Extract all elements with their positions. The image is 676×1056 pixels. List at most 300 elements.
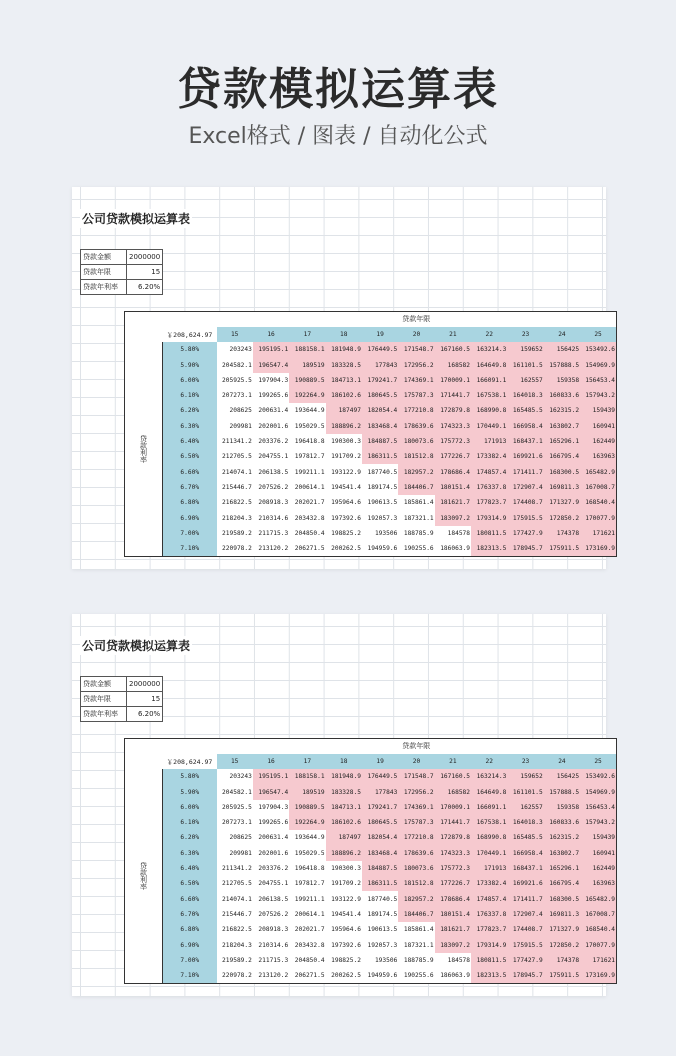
rate-cell[interactable]: 5.80% <box>163 769 217 784</box>
payment-cell[interactable]: 181512.8 <box>398 449 434 464</box>
payment-cell[interactable]: 218204.3 <box>217 937 253 952</box>
payment-cell[interactable]: 188896.2 <box>326 419 362 434</box>
payment-cell[interactable]: 185861.4 <box>398 495 434 510</box>
payment-cell[interactable]: 183468.4 <box>362 419 398 434</box>
rate-cell[interactable]: 6.80% <box>163 495 217 510</box>
payment-cell[interactable]: 170449.1 <box>471 846 507 861</box>
payment-cell[interactable]: 177210.8 <box>398 403 434 418</box>
rate-cell[interactable]: 5.90% <box>163 357 217 372</box>
rate-cell[interactable]: 6.40% <box>163 861 217 876</box>
payment-cell[interactable]: 204582.1 <box>217 357 253 372</box>
payment-cell[interactable]: 163963 <box>580 449 616 464</box>
payment-cell[interactable]: 186311.5 <box>362 449 398 464</box>
payment-cell[interactable]: 174408.7 <box>507 922 543 937</box>
payment-cell[interactable]: 168540.4 <box>580 495 616 510</box>
payment-cell[interactable]: 167538.1 <box>471 388 507 403</box>
payment-cell[interactable]: 195964.6 <box>326 922 362 937</box>
payment-cell[interactable]: 163214.3 <box>471 769 507 784</box>
payment-cell[interactable]: 202001.6 <box>253 846 289 861</box>
payment-cell[interactable]: 214074.1 <box>217 891 253 906</box>
payment-cell[interactable]: 160833.6 <box>544 815 580 830</box>
payment-cell[interactable]: 193506 <box>362 526 398 541</box>
payment-cell[interactable]: 159652 <box>507 769 543 784</box>
rate-cell[interactable]: 6.00% <box>163 800 217 815</box>
param-value[interactable]: 6.20% <box>127 280 163 295</box>
payment-cell[interactable]: 188785.9 <box>398 526 434 541</box>
rate-cell[interactable]: 6.70% <box>163 907 217 922</box>
payment-cell[interactable]: 163963 <box>580 876 616 891</box>
payment-cell[interactable]: 199211.1 <box>289 891 325 906</box>
payment-cell[interactable]: 211715.3 <box>253 526 289 541</box>
payment-cell[interactable]: 176337.8 <box>471 907 507 922</box>
year-header-cell[interactable]: 22 <box>471 327 507 342</box>
payment-cell[interactable]: 178686.4 <box>435 464 471 479</box>
payment-cell[interactable]: 164649.8 <box>471 784 507 799</box>
payment-cell[interactable]: 180811.5 <box>471 953 507 968</box>
payment-cell[interactable]: 157943.2 <box>580 815 616 830</box>
payment-cell[interactable]: 196547.4 <box>253 357 289 372</box>
payment-cell[interactable]: 204850.4 <box>289 526 325 541</box>
payment-cell[interactable]: 159358 <box>544 800 580 815</box>
payment-cell[interactable]: 199265.6 <box>253 388 289 403</box>
payment-cell[interactable]: 202021.7 <box>289 922 325 937</box>
payment-cell[interactable]: 169811.3 <box>544 907 580 922</box>
year-header-cell[interactable]: 21 <box>435 754 471 769</box>
payment-cell[interactable]: 169921.6 <box>507 876 543 891</box>
formula-corner-cell[interactable]: ￥208,624.97 <box>166 330 213 339</box>
payment-cell[interactable]: 182957.2 <box>398 464 434 479</box>
payment-cell[interactable]: 160941 <box>580 419 616 434</box>
payment-cell[interactable]: 208625 <box>217 403 253 418</box>
payment-cell[interactable]: 206138.5 <box>253 891 289 906</box>
payment-cell[interactable]: 174408.7 <box>507 495 543 510</box>
payment-cell[interactable]: 213120.2 <box>253 968 289 983</box>
payment-cell[interactable]: 168300.5 <box>544 464 580 479</box>
payment-cell[interactable]: 167008.7 <box>580 480 616 495</box>
payment-cell[interactable]: 156425 <box>544 342 580 357</box>
payment-cell[interactable]: 200631.4 <box>253 403 289 418</box>
param-label[interactable]: 贷款金额 <box>81 250 127 265</box>
payment-cell[interactable]: 174857.4 <box>471 464 507 479</box>
payment-cell[interactable]: 195195.1 <box>253 342 289 357</box>
year-header-cell[interactable]: 25 <box>580 327 616 342</box>
payment-cell[interactable]: 182313.5 <box>471 541 507 556</box>
payment-cell[interactable]: 179241.7 <box>362 373 398 388</box>
payment-cell[interactable]: 189519 <box>289 784 325 799</box>
rate-cell[interactable]: 6.80% <box>163 922 217 937</box>
year-header-cell[interactable]: 23 <box>507 754 543 769</box>
payment-cell[interactable]: 162557 <box>507 800 543 815</box>
payment-cell[interactable]: 172879.8 <box>435 830 471 845</box>
payment-cell[interactable]: 202001.6 <box>253 419 289 434</box>
rate-cell[interactable]: 7.00% <box>163 953 217 968</box>
payment-cell[interactable]: 168582 <box>435 784 471 799</box>
payment-cell[interactable]: 186102.6 <box>326 388 362 403</box>
payment-cell[interactable]: 203376.2 <box>253 861 289 876</box>
payment-cell[interactable]: 192264.9 <box>289 388 325 403</box>
formula-corner-cell[interactable]: ￥208,624.97 <box>166 757 213 766</box>
payment-cell[interactable]: 196418.8 <box>289 861 325 876</box>
payment-cell[interactable]: 162315.2 <box>544 830 580 845</box>
payment-cell[interactable]: 190255.6 <box>398 541 434 556</box>
payment-cell[interactable]: 218204.3 <box>217 510 253 525</box>
payment-cell[interactable]: 196547.4 <box>253 784 289 799</box>
payment-cell[interactable]: 172956.2 <box>398 357 434 372</box>
rate-cell[interactable]: 6.10% <box>163 815 217 830</box>
payment-cell[interactable]: 175787.3 <box>398 815 434 830</box>
payment-cell[interactable]: 188158.1 <box>289 342 325 357</box>
payment-cell[interactable]: 195029.5 <box>289 846 325 861</box>
payment-cell[interactable]: 159652 <box>507 342 543 357</box>
payment-cell[interactable]: 209981 <box>217 419 253 434</box>
payment-cell[interactable]: 183328.5 <box>326 357 362 372</box>
payment-cell[interactable]: 183097.2 <box>435 937 471 952</box>
payment-cell[interactable]: 182313.5 <box>471 968 507 983</box>
payment-cell[interactable]: 210314.6 <box>253 510 289 525</box>
year-header-cell[interactable]: 18 <box>326 327 362 342</box>
payment-cell[interactable]: 191709.2 <box>326 876 362 891</box>
year-header-cell[interactable]: 25 <box>580 754 616 769</box>
payment-cell[interactable]: 168990.8 <box>471 403 507 418</box>
payment-cell[interactable]: 190889.5 <box>289 373 325 388</box>
payment-cell[interactable]: 186063.9 <box>435 541 471 556</box>
payment-cell[interactable]: 167008.7 <box>580 907 616 922</box>
payment-cell[interactable]: 166091.1 <box>471 373 507 388</box>
payment-cell[interactable]: 186311.5 <box>362 876 398 891</box>
payment-cell[interactable]: 176449.5 <box>362 342 398 357</box>
payment-cell[interactable]: 209981 <box>217 846 253 861</box>
payment-cell[interactable]: 170077.9 <box>580 937 616 952</box>
payment-cell[interactable]: 197392.6 <box>326 510 362 525</box>
payment-cell[interactable]: 171548.7 <box>398 342 434 357</box>
rate-cell[interactable]: 6.00% <box>163 373 217 388</box>
payment-cell[interactable]: 203432.8 <box>289 937 325 952</box>
rate-cell[interactable]: 6.90% <box>163 937 217 952</box>
payment-cell[interactable]: 189519 <box>289 357 325 372</box>
payment-cell[interactable]: 179314.9 <box>471 510 507 525</box>
payment-cell[interactable]: 187321.1 <box>398 937 434 952</box>
payment-cell[interactable]: 215446.7 <box>217 480 253 495</box>
payment-cell[interactable]: 211341.2 <box>217 861 253 876</box>
payment-cell[interactable]: 181948.9 <box>326 342 362 357</box>
payment-cell[interactable]: 163214.3 <box>471 342 507 357</box>
payment-cell[interactable]: 166958.4 <box>507 419 543 434</box>
payment-cell[interactable]: 180073.6 <box>398 434 434 449</box>
payment-cell[interactable]: 197904.3 <box>253 373 289 388</box>
param-value[interactable]: 15 <box>127 692 163 707</box>
payment-cell[interactable]: 181621.7 <box>435 922 471 937</box>
payment-cell[interactable]: 180073.6 <box>398 861 434 876</box>
payment-cell[interactable]: 177843 <box>362 357 398 372</box>
payment-cell[interactable]: 169921.6 <box>507 449 543 464</box>
payment-cell[interactable]: 157888.5 <box>544 357 580 372</box>
rate-cell[interactable]: 6.20% <box>163 403 217 418</box>
payment-cell[interactable]: 182957.2 <box>398 891 434 906</box>
year-header-cell[interactable]: 20 <box>398 754 434 769</box>
payment-cell[interactable]: 187740.5 <box>362 891 398 906</box>
payment-cell[interactable]: 162557 <box>507 373 543 388</box>
payment-cell[interactable]: 172879.8 <box>435 403 471 418</box>
payment-cell[interactable]: 190613.5 <box>362 495 398 510</box>
payment-cell[interactable]: 199265.6 <box>253 815 289 830</box>
rate-cell[interactable]: 6.90% <box>163 510 217 525</box>
payment-cell[interactable]: 193122.9 <box>326 891 362 906</box>
payment-cell[interactable]: 205925.5 <box>217 373 253 388</box>
rate-cell[interactable]: 6.10% <box>163 388 217 403</box>
payment-cell[interactable]: 180645.5 <box>362 388 398 403</box>
payment-cell[interactable]: 211341.2 <box>217 434 253 449</box>
payment-cell[interactable]: 166795.4 <box>544 449 580 464</box>
payment-cell[interactable]: 171621 <box>580 526 616 541</box>
rate-cell[interactable]: 6.50% <box>163 449 217 464</box>
payment-cell[interactable]: 190255.6 <box>398 968 434 983</box>
rate-cell[interactable]: 6.60% <box>163 464 217 479</box>
payment-cell[interactable]: 197904.3 <box>253 800 289 815</box>
payment-cell[interactable]: 178639.6 <box>398 419 434 434</box>
payment-cell[interactable]: 208918.3 <box>253 922 289 937</box>
param-value[interactable]: 2000000 <box>127 250 163 265</box>
payment-cell[interactable]: 178945.7 <box>507 968 543 983</box>
payment-cell[interactable]: 181948.9 <box>326 769 362 784</box>
payment-cell[interactable]: 184713.1 <box>326 373 362 388</box>
payment-cell[interactable]: 175911.5 <box>544 968 580 983</box>
payment-cell[interactable]: 172956.2 <box>398 784 434 799</box>
payment-cell[interactable]: 208625 <box>217 830 253 845</box>
payment-cell[interactable]: 181512.8 <box>398 876 434 891</box>
payment-cell[interactable]: 220978.2 <box>217 968 253 983</box>
payment-cell[interactable]: 176337.8 <box>471 480 507 495</box>
payment-cell[interactable]: 195964.6 <box>326 495 362 510</box>
year-header-cell[interactable]: 18 <box>326 754 362 769</box>
payment-cell[interactable]: 190613.5 <box>362 922 398 937</box>
payment-cell[interactable]: 197812.7 <box>289 449 325 464</box>
payment-cell[interactable]: 211715.3 <box>253 953 289 968</box>
payment-cell[interactable]: 188785.9 <box>398 953 434 968</box>
payment-cell[interactable]: 198825.2 <box>326 526 362 541</box>
rate-cell[interactable]: 6.50% <box>163 876 217 891</box>
payment-cell[interactable]: 182054.4 <box>362 403 398 418</box>
payment-cell[interactable]: 189174.5 <box>362 907 398 922</box>
param-label[interactable]: 贷款金额 <box>81 677 127 692</box>
payment-cell[interactable]: 204755.1 <box>253 876 289 891</box>
payment-cell[interactable]: 157943.2 <box>580 388 616 403</box>
payment-cell[interactable]: 186063.9 <box>435 968 471 983</box>
payment-cell[interactable]: 153492.6 <box>580 342 616 357</box>
payment-cell[interactable]: 183468.4 <box>362 846 398 861</box>
payment-cell[interactable]: 202021.7 <box>289 495 325 510</box>
payment-cell[interactable]: 171548.7 <box>398 769 434 784</box>
payment-cell[interactable]: 197812.7 <box>289 876 325 891</box>
payment-cell[interactable]: 203243 <box>217 769 253 784</box>
payment-cell[interactable]: 165485.5 <box>507 830 543 845</box>
payment-cell[interactable]: 196418.8 <box>289 434 325 449</box>
payment-cell[interactable]: 206138.5 <box>253 464 289 479</box>
payment-cell[interactable]: 194541.4 <box>326 907 362 922</box>
payment-cell[interactable]: 204850.4 <box>289 953 325 968</box>
payment-cell[interactable]: 168437.1 <box>507 861 543 876</box>
payment-cell[interactable]: 183097.2 <box>435 510 471 525</box>
payment-cell[interactable]: 180811.5 <box>471 526 507 541</box>
payment-cell[interactable]: 184406.7 <box>398 480 434 495</box>
payment-cell[interactable]: 195195.1 <box>253 769 289 784</box>
payment-cell[interactable]: 212705.5 <box>217 449 253 464</box>
rate-cell[interactable]: 7.00% <box>163 526 217 541</box>
year-header-cell[interactable]: 21 <box>435 327 471 342</box>
payment-cell[interactable]: 175772.3 <box>435 434 471 449</box>
payment-cell[interactable]: 165296.1 <box>544 434 580 449</box>
payment-cell[interactable]: 172850.2 <box>544 937 580 952</box>
payment-cell[interactable]: 156425 <box>544 769 580 784</box>
payment-cell[interactable]: 193644.9 <box>289 403 325 418</box>
payment-cell[interactable]: 214074.1 <box>217 464 253 479</box>
payment-cell[interactable]: 178639.6 <box>398 846 434 861</box>
payment-cell[interactable]: 174323.3 <box>435 419 471 434</box>
rate-cell[interactable]: 7.10% <box>163 968 217 983</box>
payment-cell[interactable]: 174378 <box>544 526 580 541</box>
payment-cell[interactable]: 168990.8 <box>471 830 507 845</box>
payment-cell[interactable]: 159439 <box>580 830 616 845</box>
payment-cell[interactable]: 219589.2 <box>217 526 253 541</box>
payment-cell[interactable]: 157888.5 <box>544 784 580 799</box>
payment-cell[interactable]: 177823.7 <box>471 922 507 937</box>
payment-cell[interactable]: 166795.4 <box>544 876 580 891</box>
payment-cell[interactable]: 168300.5 <box>544 891 580 906</box>
payment-cell[interactable]: 171327.9 <box>544 495 580 510</box>
payment-cell[interactable]: 184713.1 <box>326 800 362 815</box>
year-header-cell[interactable]: 19 <box>362 754 398 769</box>
rate-cell[interactable]: 6.40% <box>163 434 217 449</box>
param-label[interactable]: 贷款年利率 <box>81 280 127 295</box>
rate-cell[interactable]: 6.30% <box>163 846 217 861</box>
payment-cell[interactable]: 215446.7 <box>217 907 253 922</box>
payment-cell[interactable]: 174378 <box>544 953 580 968</box>
payment-cell[interactable]: 163802.7 <box>544 419 580 434</box>
payment-cell[interactable]: 200614.1 <box>289 480 325 495</box>
payment-cell[interactable]: 203432.8 <box>289 510 325 525</box>
payment-cell[interactable]: 160833.6 <box>544 388 580 403</box>
year-header-cell[interactable]: 19 <box>362 327 398 342</box>
payment-cell[interactable]: 191709.2 <box>326 449 362 464</box>
payment-cell[interactable]: 203243 <box>217 342 253 357</box>
payment-cell[interactable]: 184887.5 <box>362 434 398 449</box>
payment-cell[interactable]: 159439 <box>580 403 616 418</box>
payment-cell[interactable]: 170077.9 <box>580 510 616 525</box>
payment-cell[interactable]: 193506 <box>362 953 398 968</box>
rate-cell[interactable]: 6.20% <box>163 830 217 845</box>
payment-cell[interactable]: 216822.5 <box>217 922 253 937</box>
payment-cell[interactable]: 179314.9 <box>471 937 507 952</box>
payment-cell[interactable]: 192264.9 <box>289 815 325 830</box>
payment-cell[interactable]: 198825.2 <box>326 953 362 968</box>
payment-cell[interactable]: 174369.1 <box>398 800 434 815</box>
payment-cell[interactable]: 177427.9 <box>507 953 543 968</box>
year-header-cell[interactable]: 15 <box>217 327 253 342</box>
payment-cell[interactable]: 170009.1 <box>435 373 471 388</box>
payment-cell[interactable]: 175915.5 <box>507 510 543 525</box>
payment-cell[interactable]: 162449 <box>580 861 616 876</box>
payment-cell[interactable]: 207273.1 <box>217 815 253 830</box>
payment-cell[interactable]: 205925.5 <box>217 800 253 815</box>
param-value[interactable]: 6.20% <box>127 707 163 722</box>
payment-cell[interactable]: 167160.5 <box>435 342 471 357</box>
payment-cell[interactable]: 171441.7 <box>435 815 471 830</box>
payment-cell[interactable]: 166091.1 <box>471 800 507 815</box>
payment-cell[interactable]: 167160.5 <box>435 769 471 784</box>
payment-cell[interactable]: 177226.7 <box>435 449 471 464</box>
payment-cell[interactable]: 184578 <box>435 953 471 968</box>
payment-cell[interactable]: 200262.5 <box>326 968 362 983</box>
payment-cell[interactable]: 177823.7 <box>471 495 507 510</box>
payment-cell[interactable]: 154969.9 <box>580 357 616 372</box>
year-header-cell[interactable]: 17 <box>289 327 325 342</box>
payment-cell[interactable]: 184887.5 <box>362 861 398 876</box>
payment-cell[interactable]: 161101.5 <box>507 357 543 372</box>
payment-cell[interactable]: 164649.8 <box>471 357 507 372</box>
payment-cell[interactable]: 190889.5 <box>289 800 325 815</box>
payment-cell[interactable]: 177210.8 <box>398 830 434 845</box>
param-value[interactable]: 15 <box>127 265 163 280</box>
payment-cell[interactable]: 212705.5 <box>217 876 253 891</box>
payment-cell[interactable]: 199211.1 <box>289 464 325 479</box>
payment-cell[interactable]: 167538.1 <box>471 815 507 830</box>
payment-cell[interactable]: 189174.5 <box>362 480 398 495</box>
payment-cell[interactable]: 173382.4 <box>471 449 507 464</box>
payment-cell[interactable]: 165482.9 <box>580 464 616 479</box>
payment-cell[interactable]: 160941 <box>580 846 616 861</box>
payment-cell[interactable]: 153492.6 <box>580 769 616 784</box>
payment-cell[interactable]: 216822.5 <box>217 495 253 510</box>
payment-cell[interactable]: 183328.5 <box>326 784 362 799</box>
year-header-cell[interactable]: 16 <box>253 327 289 342</box>
payment-cell[interactable]: 178945.7 <box>507 541 543 556</box>
year-header-cell[interactable]: 24 <box>544 327 580 342</box>
payment-cell[interactable]: 188158.1 <box>289 769 325 784</box>
payment-cell[interactable]: 176449.5 <box>362 769 398 784</box>
payment-cell[interactable]: 180645.5 <box>362 815 398 830</box>
payment-cell[interactable]: 174369.1 <box>398 373 434 388</box>
payment-cell[interactable]: 180151.4 <box>435 480 471 495</box>
rate-cell[interactable]: 6.70% <box>163 480 217 495</box>
payment-cell[interactable]: 186102.6 <box>326 815 362 830</box>
param-label[interactable]: 贷款年利率 <box>81 707 127 722</box>
year-header-cell[interactable]: 15 <box>217 754 253 769</box>
payment-cell[interactable]: 174323.3 <box>435 846 471 861</box>
payment-cell[interactable]: 162315.2 <box>544 403 580 418</box>
payment-cell[interactable]: 184406.7 <box>398 907 434 922</box>
payment-cell[interactable]: 204582.1 <box>217 784 253 799</box>
payment-cell[interactable]: 171411.7 <box>507 891 543 906</box>
payment-cell[interactable]: 178686.4 <box>435 891 471 906</box>
param-label[interactable]: 贷款年限 <box>81 265 127 280</box>
payment-cell[interactable]: 177427.9 <box>507 526 543 541</box>
rate-cell[interactable]: 6.30% <box>163 419 217 434</box>
rate-cell[interactable]: 7.10% <box>163 541 217 556</box>
payment-cell[interactable]: 172850.2 <box>544 510 580 525</box>
payment-cell[interactable]: 185861.4 <box>398 922 434 937</box>
payment-cell[interactable]: 165485.5 <box>507 403 543 418</box>
payment-cell[interactable]: 168540.4 <box>580 922 616 937</box>
payment-cell[interactable]: 207526.2 <box>253 907 289 922</box>
payment-cell[interactable]: 171327.9 <box>544 922 580 937</box>
payment-cell[interactable]: 194541.4 <box>326 480 362 495</box>
payment-cell[interactable]: 173169.9 <box>580 541 616 556</box>
payment-cell[interactable]: 200631.4 <box>253 830 289 845</box>
rate-cell[interactable]: 5.90% <box>163 784 217 799</box>
payment-cell[interactable]: 200262.5 <box>326 541 362 556</box>
payment-cell[interactable]: 194959.6 <box>362 541 398 556</box>
year-header-cell[interactable]: 23 <box>507 327 543 342</box>
payment-cell[interactable]: 188896.2 <box>326 846 362 861</box>
